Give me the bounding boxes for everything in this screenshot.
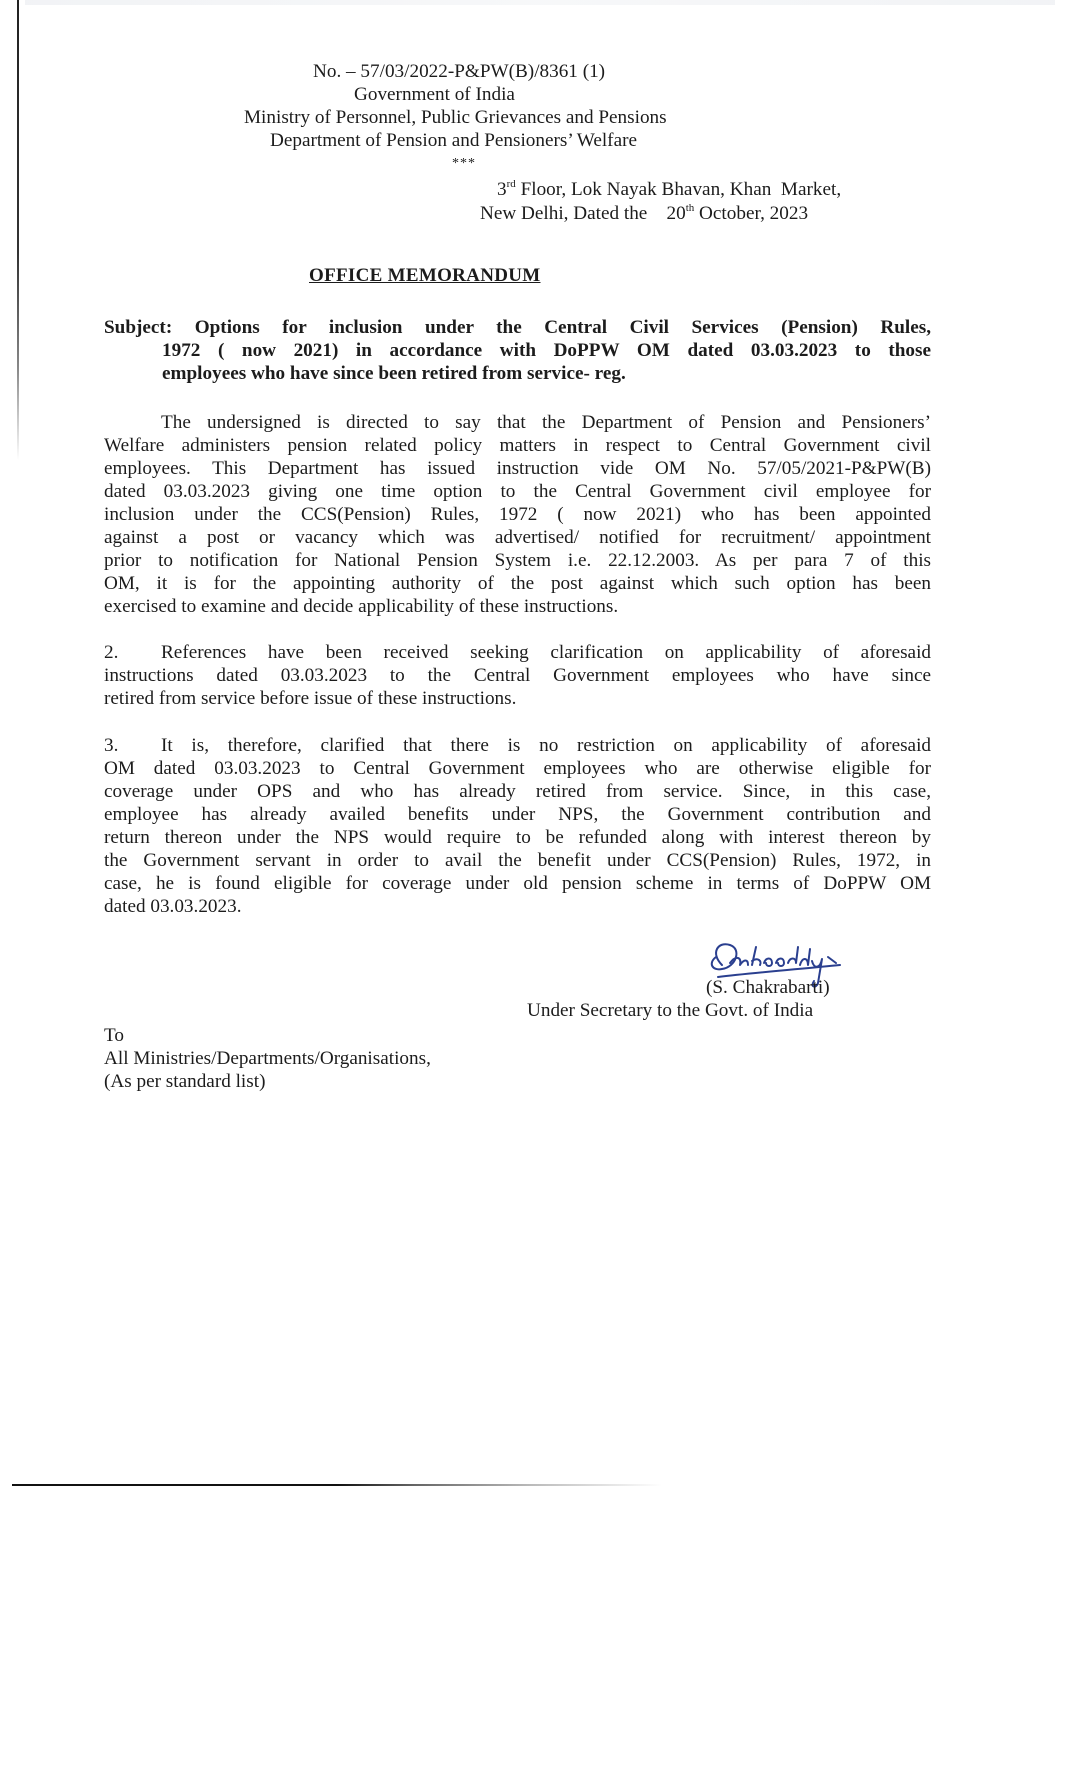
subject-line-2: 1972 ( now 2021) in accordance with DoPPW OM dated 03.03.2023 to those: [162, 340, 931, 361]
ministry-name: Ministry of Personnel, Public Grievances and Pensions: [244, 107, 667, 128]
p1-line: employees. This Department has issued instruction vide OM No. 57/05/2021-P&PW(B): [104, 458, 931, 479]
p3-line: dated 03.03.2023.: [104, 896, 242, 917]
signatory-name: (S. Chakrabarti): [706, 977, 830, 998]
department-name: Department of Pension and Pensioners’ Welfare: [270, 130, 637, 151]
date-rest: October, 2023: [694, 203, 809, 224]
date-prefix: New Delhi, Dated the 20: [480, 203, 686, 224]
p1-line: The undersigned is directed to say that the Department of Pension and Pensioners’: [161, 412, 931, 433]
p2-line: retired from service before issue of these instructions.: [104, 688, 517, 709]
subject-line-1: Subject: Options for inclusion under the Central Civil Services (Pension) Rules,: [104, 317, 931, 338]
p3-line: employee has already availed benefits under NPS, the Government contribution and: [104, 804, 931, 825]
p3-line: case, he is found eligible for coverage under old pension scheme in terms of DoPPW OM: [104, 873, 931, 894]
p1-line: prior to notification for National Pension System i.e. 22.12.2003. As per para 7 of this: [104, 550, 931, 571]
p2-number: 2.: [104, 642, 119, 663]
date-suffix: th: [685, 202, 695, 214]
p1-line: dated 03.03.2023 giving one time option to the Central Government civil employee for: [104, 481, 931, 502]
address-line-2: [480, 196, 808, 226]
recipient-to: To: [104, 1025, 124, 1046]
p1-line: exercised to examine and decide applicability of these instructions.: [104, 596, 619, 617]
left-margin-line: [17, 0, 19, 460]
p2-line: instructions dated 03.03.2023 to the Central Government employees who have since: [104, 665, 931, 686]
government-name: Government of India: [354, 84, 515, 105]
scan-edge: [25, 0, 1055, 5]
signatory-designation: Under Secretary to the Govt. of India: [527, 1000, 814, 1021]
p1-line: OM, it is for the appointing authority of the post against which such option has been: [104, 573, 931, 594]
reference-number: No. – 57/03/2022-P&PW(B)/8361 (1): [313, 61, 606, 82]
p3-line: It is, therefore, clarified that there is no restriction on applicability of aforesaid: [161, 735, 931, 756]
p1-line: against a post or vacancy which was advertised/ notified for recruitment/ appointment: [104, 527, 931, 548]
p3-line: OM dated 03.03.2023 to Central Government employees who are otherwise eligible for: [104, 758, 931, 779]
p1-line: inclusion under the CCS(Pension) Rules, 1972 ( now 2021) who has been appointed: [104, 504, 931, 525]
floor-suffix: rd: [506, 178, 516, 190]
p3-number: 3.: [104, 735, 119, 756]
address-text: Floor, Lok Nayak Bhavan, Khan Market,: [515, 179, 842, 200]
subject-line-3: employees who have since been retired from service- reg.: [162, 363, 626, 384]
footer-divider: [12, 1484, 662, 1486]
recipient-line-1: All Ministries/Departments/Organisations,: [104, 1048, 431, 1069]
floor-number: 3: [497, 179, 507, 200]
recipient-line-2: (As per standard list): [104, 1071, 266, 1092]
separator-stars: ***: [452, 156, 476, 171]
p3-line: return thereon under the NPS would require to be refunded along with interest thereon by: [104, 827, 931, 848]
memo-title: OFFICE MEMORANDUM: [309, 265, 541, 286]
p3-line: coverage under OPS and who has already retired from service. Since, in this case,: [104, 781, 931, 802]
p2-line: References have been received seeking clarification on applicability of aforesaid: [161, 642, 931, 663]
p3-line: the Government servant in order to avail the benefit under CCS(Pension) Rules, 1972, in: [104, 850, 931, 871]
p1-line: Welfare administers pension related policy matters in respect to Central Government civil: [104, 435, 931, 456]
